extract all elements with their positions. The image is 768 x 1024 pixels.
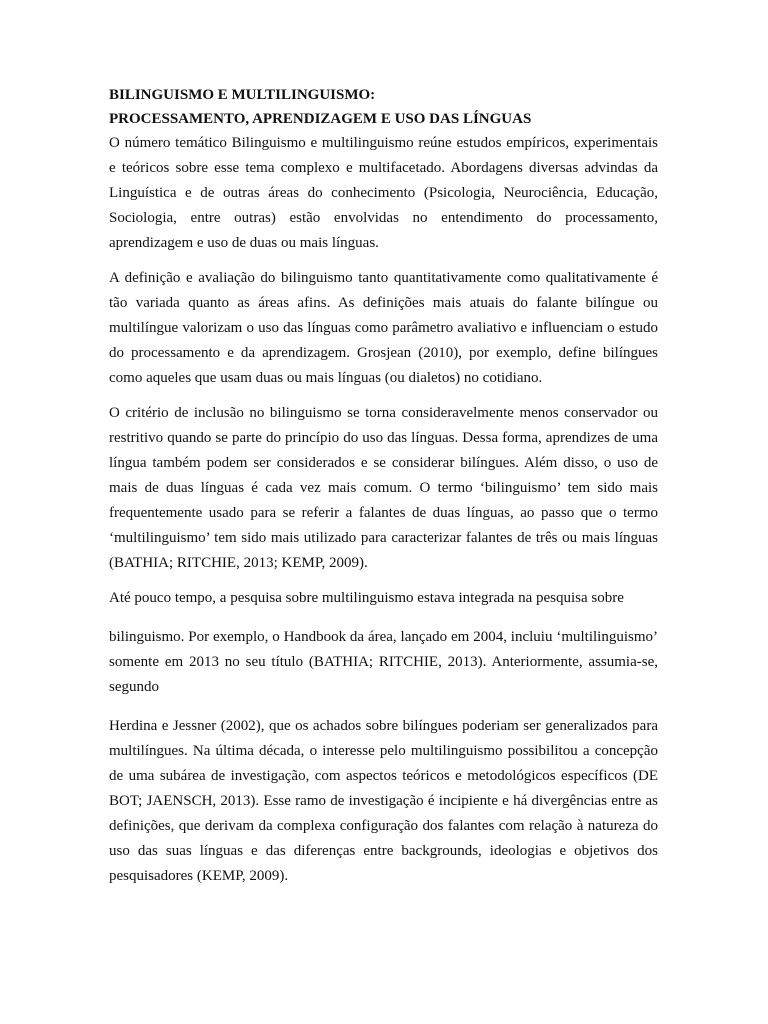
paragraph-2: A definição e avaliação do bilinguismo tanto quantitativamente como qualitativamente é tão variada quanto as áreas afins. As definições mais atuais do falante bilíngue ou multilíngue valorizam o uso das línguas como parâmetro avaliativo e influenciam o estudo do processamento e da aprendizagem. Grosjean (2010), por exemplo, define bilíngues como aqueles que usam duas ou mais línguas (ou dialetos) no cotidiano.	[109, 270, 658, 386]
paragraph-4: Até pouco tempo, a pesquisa sobre multilinguismo estava integrada na pesquisa sobre	[109, 590, 624, 606]
paragraph-6: Herdina e Jessner (2002), que os achados sobre bilíngues poderiam ser generalizados para multilíngues. Na última década, o interesse pelo multilinguismo possibilitou a concepção de uma subárea de investigação, com aspectos teóricos e metodológicos específicos (DE BOT; JAENSCH, 2013). Esse ramo de investigação é incipiente e há divergências entre as definições, que derivam da complexa configuração dos falantes com relação à natureza do uso das suas línguas e das diferenças entre backgrounds, ideologias e objetivos dos pesquisadores (KEMP, 2009).	[109, 718, 658, 884]
document-page	[109, 83, 658, 899]
document-title-line-1: BILINGUISMO E MULTILINGUISMO:	[109, 87, 376, 103]
paragraph-1: O número temático Bilinguismo e multilinguismo reúne estudos empíricos, experimentais e teóricos sobre esse tema complexo e multifacetado. Abordagens diversas advindas da Linguística e de outras áreas do conhecimento (Psicologia, Neurociência, Educação, Sociologia, entre outras) estão envolvidas no entendimento do processamento, aprendizagem e uso de duas ou mais línguas.	[109, 135, 658, 251]
paragraph-5: bilinguismo. Por exemplo, o Handbook da área, lançado em 2004, incluiu ‘multilinguismo’ somente em 2013 no seu título (BATHIA; RITCHIE, 2013). Anteriormente, assumia-se, segundo	[109, 629, 658, 695]
paragraph-3: O critério de inclusão no bilinguismo se torna consideravelmente menos conservador ou restritivo quando se parte do princípio do uso das línguas. Dessa forma, aprendizes de uma língua também podem ser considerados e se considerar bilíngues. Além disso, o uso de mais de duas línguas é cada vez mais comum. O termo ‘bilinguismo’ tem sido mais frequentemente usado para se referir a falantes de duas línguas, ao passo que o termo ‘multilinguismo’ tem sido mais utilizado para caracterizar falantes de três ou mais línguas (BATHIA; RITCHIE, 2013; KEMP, 2009).	[109, 405, 658, 571]
document-title-line-2: PROCESSAMENTO, APRENDIZAGEM E USO DAS LÍNGUAS	[109, 111, 532, 127]
